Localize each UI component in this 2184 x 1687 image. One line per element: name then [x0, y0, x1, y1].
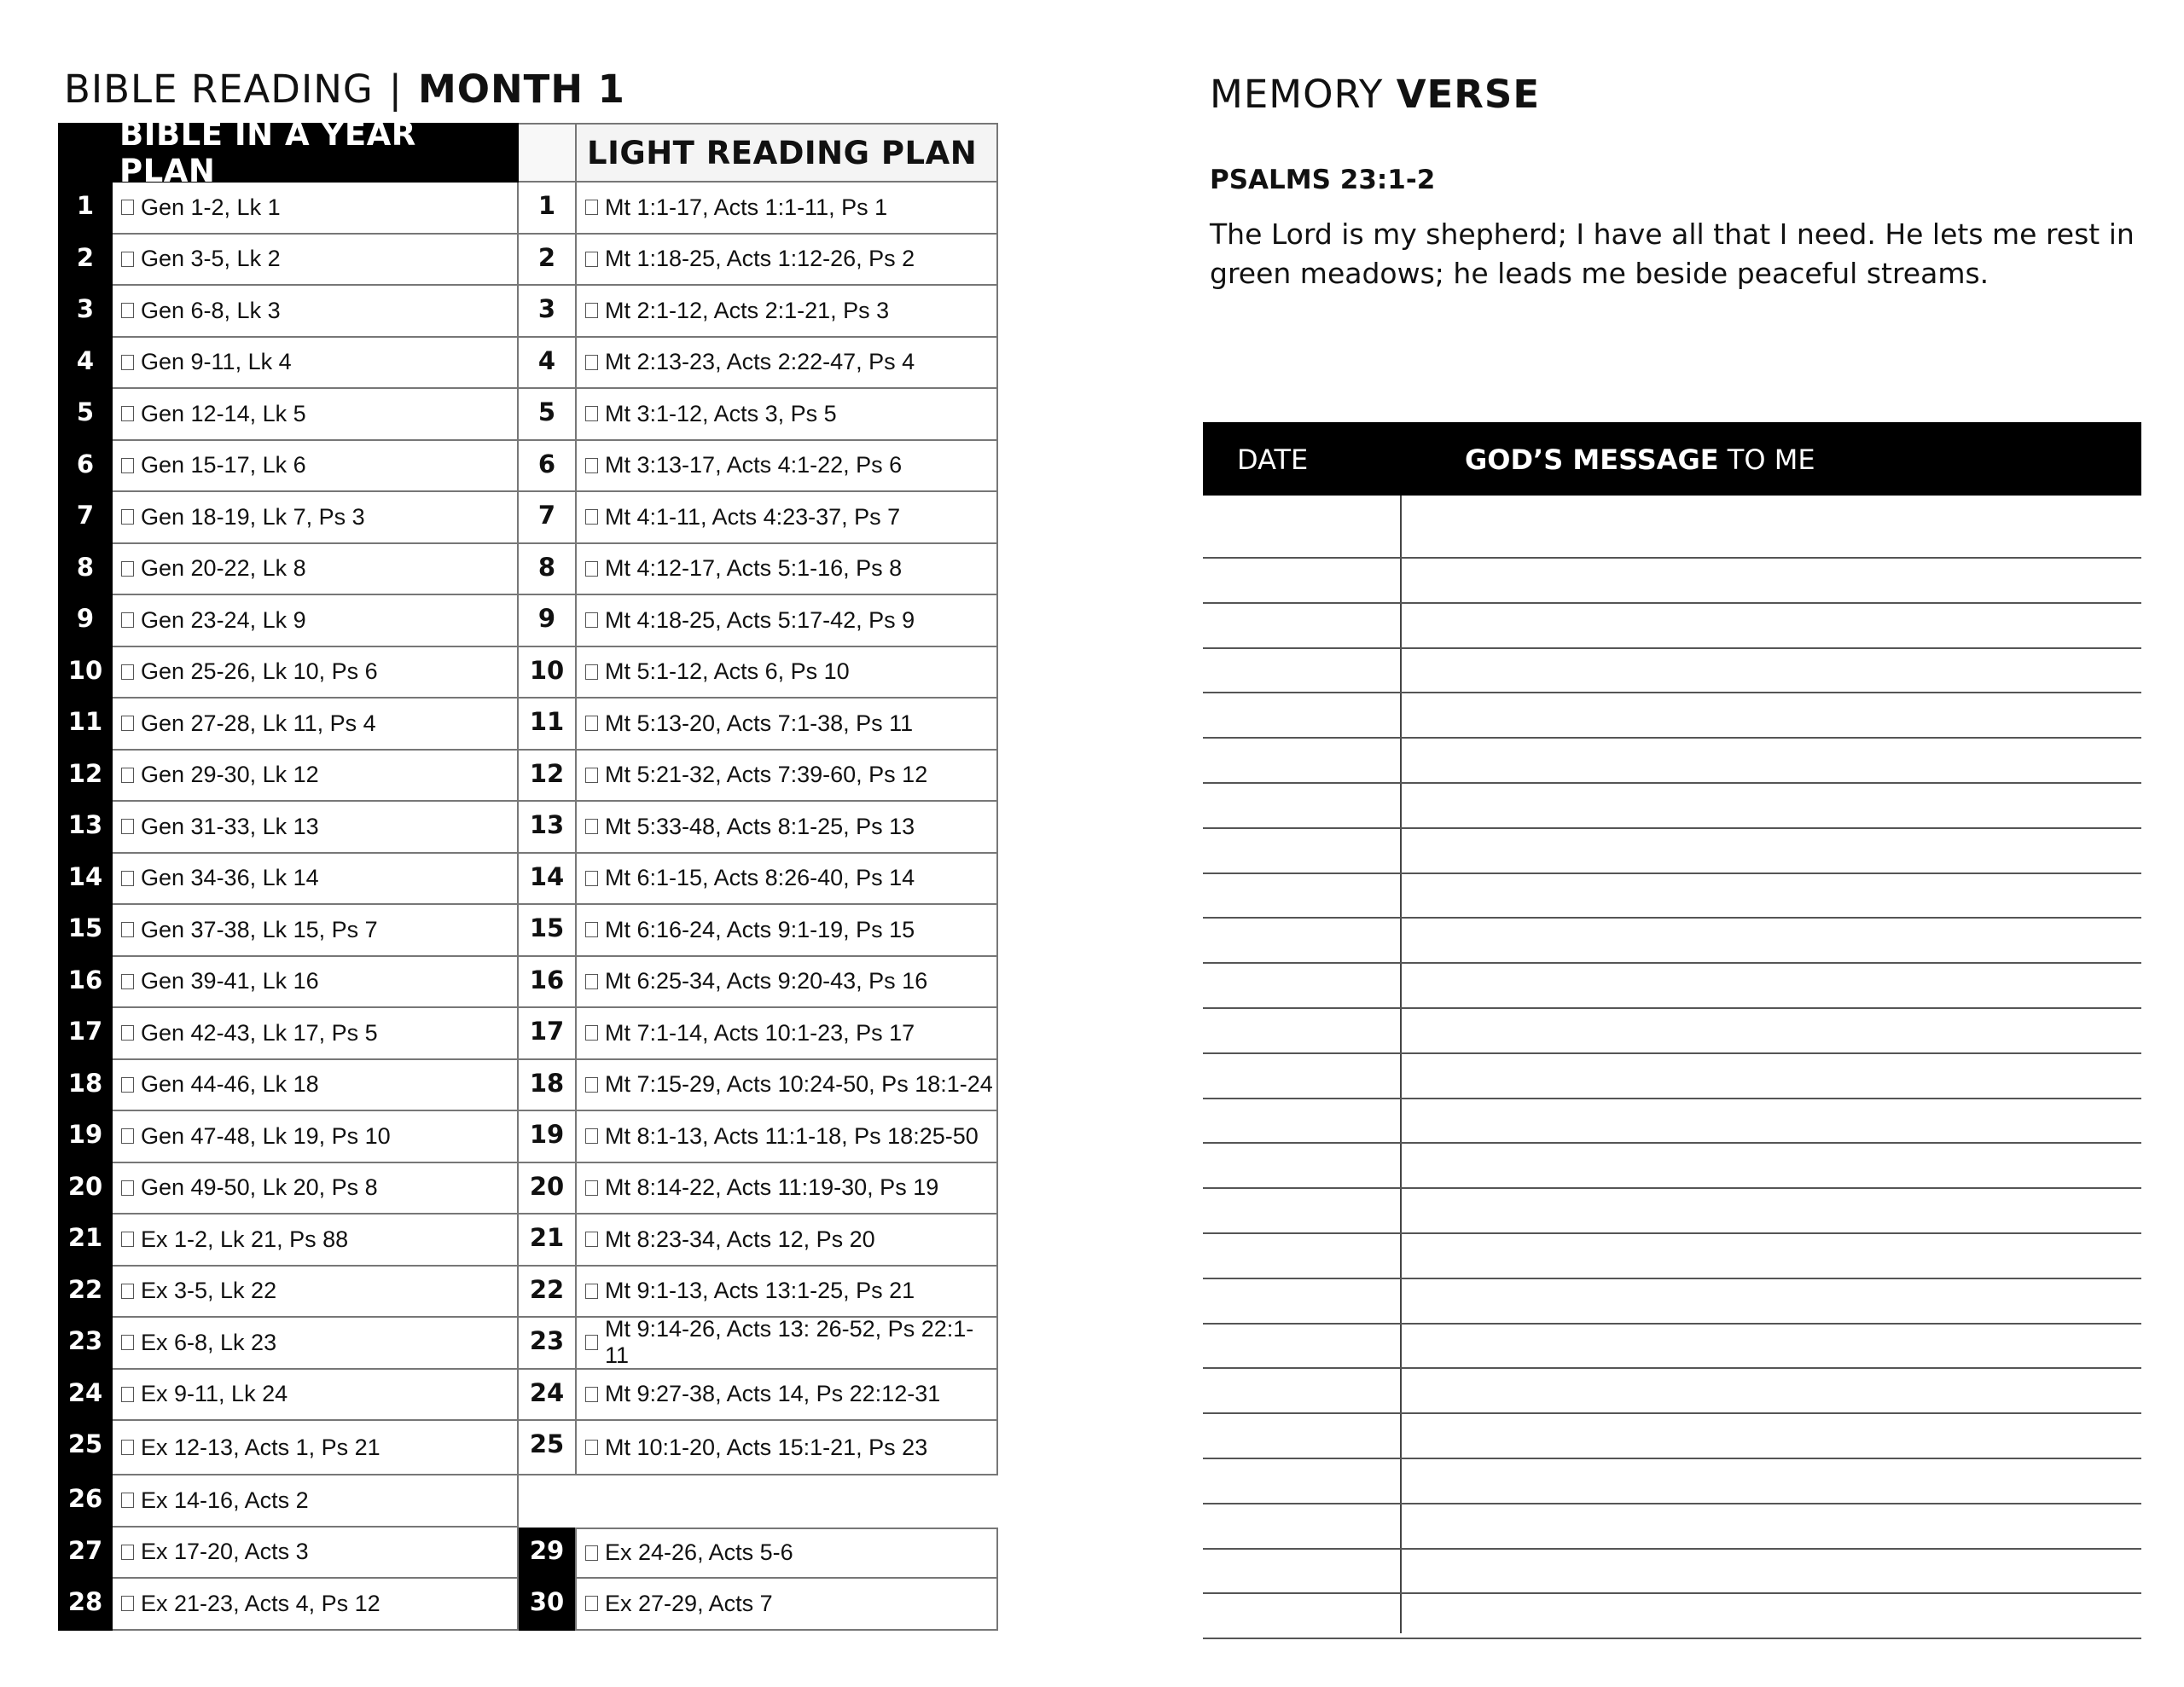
checkbox-icon[interactable] — [121, 716, 134, 731]
light-day-number: 14 — [519, 854, 575, 906]
light-plan-cell — [575, 235, 998, 287]
journal-rule-line — [1203, 1052, 2141, 1054]
checkbox-icon[interactable] — [121, 561, 134, 577]
year-plan-reading: Gen 47-48, Lk 19, Ps 10 — [141, 1122, 391, 1149]
journal-rule-line — [1203, 692, 2141, 693]
year-plan-cell — [113, 492, 519, 544]
light-day-number: 11 — [519, 699, 575, 751]
table-row — [58, 1267, 998, 1319]
journal-rule-line — [1203, 1323, 2141, 1325]
journal-date-header: DATE — [1237, 443, 1309, 476]
light-plan-reading: Mt 6:25-34, Acts 9:20-43, Ps 16 — [605, 968, 928, 994]
checkbox-icon[interactable] — [121, 252, 134, 267]
year-plan-cell — [113, 905, 519, 957]
light-day-number: 30 — [519, 1579, 575, 1631]
memory-verse-title — [1210, 72, 1540, 117]
journal-rule-line — [1203, 602, 2141, 604]
memory-title-bold: VERSE — [1396, 72, 1541, 117]
checkbox-icon[interactable] — [585, 1387, 598, 1402]
table-row — [58, 1579, 998, 1631]
light-plan-cell — [575, 286, 998, 338]
title-light: BIBLE READING — [64, 67, 374, 112]
light-day-number: 9 — [519, 595, 575, 647]
light-plan-reading: Mt 6:16-24, Acts 9:1-19, Ps 15 — [605, 916, 915, 942]
light-plan-reading: Mt 5:13-20, Acts 7:1-38, Ps 11 — [605, 710, 914, 736]
light-plan-cell — [575, 1528, 998, 1580]
checkbox-icon[interactable] — [121, 1387, 134, 1402]
year-plan-cell — [113, 1318, 519, 1370]
light-plan-reading: Mt 7:15-29, Acts 10:24-50, Ps 18:1-24 — [605, 1071, 993, 1098]
journal-message-bold: GOD’S MESSAGE — [1465, 443, 1719, 476]
year-plan-cell — [113, 1370, 519, 1422]
day-number: 20 — [67, 1171, 103, 1201]
light-plan-cell — [575, 544, 998, 596]
light-plan-reading: Mt 9:27-38, Acts 14, Ps 22:12-31 — [605, 1381, 941, 1407]
year-plan-reading: Gen 18-19, Lk 7, Ps 3 — [141, 503, 365, 530]
checkbox-icon[interactable] — [121, 1232, 134, 1247]
year-plan-reading: Gen 1-2, Lk 1 — [141, 194, 281, 220]
journal-rule-line — [1203, 872, 2141, 874]
light-plan-cell — [575, 957, 998, 1009]
checkbox-icon[interactable] — [585, 716, 598, 731]
day-number: 21 — [67, 1223, 103, 1252]
year-plan-reading: Ex 12-13, Acts 1, Ps 21 — [141, 1434, 380, 1460]
checkbox-icon[interactable] — [585, 252, 598, 267]
light-day-number: 7 — [519, 492, 575, 544]
year-plan-cell — [113, 1528, 519, 1580]
checkbox-icon[interactable] — [121, 819, 134, 834]
checkbox-icon[interactable] — [121, 1077, 134, 1093]
light-day-number: 25 — [519, 1421, 575, 1475]
light-day-number: 19 — [519, 1111, 575, 1163]
light-plan-cell — [575, 751, 998, 803]
table-row — [58, 957, 998, 1009]
light-plan-cell — [575, 1060, 998, 1112]
checkbox-icon[interactable] — [585, 406, 598, 421]
light-plan-cell — [575, 183, 998, 235]
journal-rule-line — [1203, 782, 2141, 784]
header-gap — [519, 123, 575, 183]
light-day-number: 2 — [519, 235, 575, 287]
checkbox-icon[interactable] — [585, 1025, 598, 1041]
table-row — [58, 802, 998, 854]
year-plan-cell — [113, 647, 519, 699]
table-row — [58, 1111, 998, 1163]
table-row — [58, 1163, 998, 1215]
year-plan-cell — [113, 751, 519, 803]
journal-rule-line — [1203, 647, 2141, 649]
light-day-number: 23 — [519, 1318, 575, 1370]
table-row — [58, 595, 998, 647]
light-plan-reading: Mt 2:1-12, Acts 2:1-21, Ps 3 — [605, 297, 890, 323]
light-plan-reading: Mt 3:1-12, Acts 3, Ps 5 — [605, 400, 837, 426]
table-row — [58, 1318, 998, 1370]
checkbox-icon[interactable] — [121, 509, 134, 525]
light-plan-reading: Mt 2:13-23, Acts 2:22-47, Ps 4 — [605, 349, 915, 375]
checkbox-icon[interactable] — [585, 1232, 598, 1247]
checkbox-icon[interactable] — [585, 1596, 598, 1611]
year-plan-reading: Ex 6-8, Lk 23 — [141, 1329, 277, 1355]
light-day-number: 3 — [519, 286, 575, 338]
light-plan-reading: Mt 10:1-20, Acts 15:1-21, Ps 23 — [605, 1434, 928, 1460]
year-plan-reading: Gen 42-43, Lk 17, Ps 5 — [141, 1019, 378, 1046]
checkbox-icon[interactable] — [585, 561, 598, 577]
table-row — [58, 905, 998, 957]
checkbox-icon[interactable] — [121, 1025, 134, 1041]
journal-rule-line — [1203, 1142, 2141, 1144]
year-plan-reading: Gen 34-36, Lk 14 — [141, 865, 319, 891]
year-plan-cell — [113, 1008, 519, 1060]
checkbox-icon[interactable] — [121, 1335, 134, 1350]
checkbox-icon[interactable] — [121, 664, 134, 680]
checkbox-icon[interactable] — [121, 768, 134, 783]
light-day-number: 18 — [519, 1060, 575, 1112]
year-plan-reading: Gen 25-26, Lk 10, Ps 6 — [141, 658, 378, 685]
journal-message-light: TO ME — [1727, 443, 1815, 476]
light-plan-cell — [575, 441, 998, 493]
light-plan-cell — [575, 905, 998, 957]
day-number: 14 — [67, 861, 103, 891]
journal-rule-line — [1203, 827, 2141, 829]
day-number: 15 — [67, 913, 103, 942]
light-plan-cell — [575, 1421, 998, 1475]
light-plan-reading: Mt 8:23-34, Acts 12, Ps 20 — [605, 1226, 875, 1252]
light-plan-cell — [575, 699, 998, 751]
day-number: 24 — [67, 1377, 103, 1407]
title-month: MONTH 1 — [417, 67, 625, 112]
day-number: 28 — [67, 1587, 103, 1616]
journal-header — [1203, 422, 2141, 496]
light-day-number: 13 — [519, 802, 575, 854]
year-plan-reading: Gen 27-28, Lk 11, Ps 4 — [141, 710, 376, 736]
checkbox-icon[interactable] — [585, 1077, 598, 1093]
light-plan-reading: Mt 8:14-22, Acts 11:19-30, Ps 19 — [605, 1174, 939, 1201]
day-number: 2 — [76, 242, 95, 272]
journal-rule-line — [1203, 962, 2141, 964]
light-day-number: 1 — [519, 183, 575, 235]
journal-table — [1203, 422, 2141, 1635]
checkbox-icon[interactable] — [121, 1493, 134, 1508]
day-number: 1 — [76, 191, 95, 220]
year-plan-cell — [113, 1060, 519, 1112]
light-plan-cell — [575, 595, 998, 647]
light-day-number: 17 — [519, 1008, 575, 1060]
journal-rule-line — [1203, 557, 2141, 559]
light-day-number: 16 — [519, 957, 575, 1009]
table-row — [58, 1421, 998, 1475]
day-number: 22 — [67, 1274, 103, 1304]
checkbox-icon[interactable] — [585, 768, 598, 783]
light-day-number: 24 — [519, 1370, 575, 1422]
year-plan-cell — [113, 338, 519, 390]
day-number: 27 — [67, 1535, 103, 1565]
table-row — [58, 1475, 998, 1528]
day-number: 16 — [67, 965, 103, 994]
year-plan-cell — [113, 1267, 519, 1319]
journal-rule-line — [1203, 1592, 2141, 1594]
journal-rule-line — [1203, 1638, 2141, 1639]
table-row — [58, 1060, 998, 1112]
year-plan-reading: Ex 21-23, Acts 4, Ps 12 — [141, 1590, 380, 1616]
table-row — [58, 235, 998, 287]
table-row — [58, 492, 998, 544]
year-plan-reading: Gen 44-46, Lk 18 — [141, 1071, 319, 1098]
journal-rule-line — [1203, 1187, 2141, 1189]
year-plan-reading: Gen 23-24, Lk 9 — [141, 606, 306, 633]
light-plan-cell — [575, 492, 998, 544]
year-plan-reading: Gen 37-38, Lk 15, Ps 7 — [141, 916, 378, 942]
year-plan-cell — [113, 286, 519, 338]
checkbox-icon[interactable] — [121, 355, 134, 370]
year-plan-cell — [113, 389, 519, 441]
year-plan-cell — [113, 1579, 519, 1631]
journal-rule-line — [1203, 1412, 2141, 1414]
checkbox-icon[interactable] — [121, 612, 134, 628]
table-row — [58, 699, 998, 751]
checkbox-icon[interactable] — [121, 200, 134, 215]
year-plan-reading: Gen 20-22, Lk 8 — [141, 555, 306, 582]
journal-rule-line — [1203, 1007, 2141, 1009]
journal-message-header — [1465, 443, 1815, 476]
day-number: 12 — [67, 758, 103, 788]
table-row — [58, 854, 998, 906]
day-number: 19 — [67, 1120, 103, 1149]
checkbox-icon[interactable] — [121, 922, 134, 937]
light-plan-cell — [575, 1008, 998, 1060]
checkbox-icon[interactable] — [585, 1545, 598, 1561]
light-plan-cell — [575, 1318, 998, 1370]
light-day-number: 20 — [519, 1163, 575, 1215]
checkbox-icon[interactable] — [585, 922, 598, 937]
light-plan-reading: Mt 4:12-17, Acts 5:1-16, Ps 8 — [605, 555, 903, 582]
light-plan-reading: Mt 5:1-12, Acts 6, Ps 10 — [605, 658, 850, 685]
year-plan-reading: Ex 17-20, Acts 3 — [141, 1539, 309, 1565]
year-plan-reading: Ex 9-11, Lk 24 — [141, 1381, 288, 1407]
day-number: 23 — [67, 1326, 103, 1355]
table-row — [58, 647, 998, 699]
checkbox-icon[interactable] — [585, 1440, 598, 1455]
title-separator: | — [388, 67, 403, 112]
checkbox-icon[interactable] — [121, 1284, 134, 1299]
light-plan-reading: Mt 4:18-25, Acts 5:17-42, Ps 9 — [605, 606, 915, 633]
checkbox-icon[interactable] — [585, 303, 598, 318]
year-plan-cell — [113, 544, 519, 596]
light-day-number: 15 — [519, 905, 575, 957]
checkbox-icon[interactable] — [121, 1128, 134, 1144]
day-number: 25 — [67, 1429, 103, 1458]
year-plan-reading: Ex 14-16, Acts 2 — [141, 1487, 309, 1513]
light-day-number: 21 — [519, 1215, 575, 1267]
verse-text: The Lord is my shepherd; I have all that I need. He lets me rest in green meadows; he leads me beside peaceful streams. — [1210, 217, 2135, 290]
year-plan-cell — [113, 235, 519, 287]
light-day-number: 10 — [519, 647, 575, 699]
checkbox-icon[interactable] — [121, 1180, 134, 1196]
light-plan-cell — [575, 854, 998, 906]
year-plan-reading: Ex 1-2, Lk 21, Ps 88 — [141, 1226, 349, 1252]
year-plan-cell — [113, 441, 519, 493]
checkbox-icon[interactable] — [585, 200, 598, 215]
year-plan-cell — [113, 595, 519, 647]
table-row — [58, 544, 998, 596]
light-plan-reading: Mt 5:33-48, Acts 8:1-25, Ps 13 — [605, 813, 915, 839]
year-plan-cell — [113, 957, 519, 1009]
year-plan-reading: Gen 31-33, Lk 13 — [141, 813, 319, 839]
checkbox-icon[interactable] — [121, 1596, 134, 1611]
table-row — [58, 441, 998, 493]
day-number: 13 — [67, 810, 103, 839]
journal-rule-line — [1203, 1232, 2141, 1234]
year-plan-cell — [113, 1421, 519, 1475]
light-day-number: 22 — [519, 1267, 575, 1319]
page-title — [64, 67, 625, 112]
year-plan-cell — [113, 183, 519, 235]
checkbox-icon[interactable] — [585, 871, 598, 886]
journal-rule-line — [1203, 917, 2141, 919]
light-plan-reading: Mt 5:21-32, Acts 7:39-60, Ps 12 — [605, 762, 928, 788]
light-day-number: 29 — [519, 1528, 575, 1580]
journal-divider — [1400, 496, 1402, 1633]
memory-title-light: MEMORY — [1210, 72, 1384, 117]
light-plan-cell — [575, 647, 998, 699]
journal-rule-line — [1203, 737, 2141, 739]
day-number: 11 — [67, 707, 103, 736]
checkbox-icon[interactable] — [121, 458, 134, 473]
verse-reference: PSALMS 23:1-2 — [1210, 165, 1436, 195]
year-plan-reading: Gen 9-11, Lk 4 — [141, 349, 292, 375]
year-plan-reading: Ex 3-5, Lk 22 — [141, 1278, 277, 1304]
checkbox-icon[interactable] — [585, 509, 598, 525]
checkbox-icon[interactable] — [585, 664, 598, 680]
day-number: 5 — [76, 397, 95, 426]
day-number: 18 — [67, 1068, 103, 1098]
year-plan-reading: Gen 12-14, Lk 5 — [141, 400, 306, 426]
light-day-number: 4 — [519, 338, 575, 390]
table-row — [58, 1215, 998, 1267]
table-row — [58, 338, 998, 390]
day-number: 10 — [67, 655, 103, 685]
table-row — [58, 1528, 998, 1580]
light-plan-cell — [575, 389, 998, 441]
year-plan-cell — [113, 1163, 519, 1215]
light-plan-cell — [575, 802, 998, 854]
journal-rule-line — [1203, 1098, 2141, 1099]
light-day-number: 8 — [519, 544, 575, 596]
checkbox-icon[interactable] — [585, 819, 598, 834]
light-day-number: 12 — [519, 751, 575, 803]
light-plan-cell — [575, 1111, 998, 1163]
checkbox-icon[interactable] — [121, 303, 134, 318]
light-plan-reading: Mt 9:1-13, Acts 13:1-25, Ps 21 — [605, 1278, 915, 1304]
light-plan-reading: Ex 24-26, Acts 5-6 — [605, 1539, 793, 1566]
light-plan-reading: Mt 8:1-13, Acts 11:1-18, Ps 18:25-50 — [605, 1122, 979, 1149]
day-number: 3 — [76, 294, 95, 323]
table-row — [58, 389, 998, 441]
day-number: 17 — [67, 1017, 103, 1046]
year-plan-cell — [113, 699, 519, 751]
table-row — [58, 286, 998, 338]
light-plan-cell — [575, 1267, 998, 1319]
checkbox-icon[interactable] — [585, 1128, 598, 1144]
checkbox-icon[interactable] — [585, 612, 598, 628]
day-number: 9 — [76, 604, 95, 633]
journal-rule-line — [1203, 1548, 2141, 1550]
checkbox-icon[interactable] — [121, 1545, 134, 1560]
checkbox-icon[interactable] — [585, 458, 598, 473]
journal-rule-line — [1203, 1367, 2141, 1369]
year-plan-reading: Gen 3-5, Lk 2 — [141, 246, 281, 272]
header-light-plan: LIGHT READING PLAN — [575, 123, 998, 183]
light-plan-cell — [575, 1215, 998, 1267]
table-row — [58, 1370, 998, 1422]
reading-plan-table — [58, 116, 998, 1631]
table-row — [58, 1008, 998, 1060]
checkbox-icon[interactable] — [121, 1440, 134, 1455]
checkbox-icon[interactable] — [121, 871, 134, 886]
checkbox-icon[interactable] — [585, 1335, 598, 1350]
journal-rule-line — [1203, 1278, 2141, 1279]
light-plan-reading: Mt 9:14-26, Acts 13: 26-52, Ps 22:1-11 — [605, 1316, 974, 1369]
year-plan-reading: Gen 6-8, Lk 3 — [141, 297, 281, 323]
light-day-number: 5 — [519, 389, 575, 441]
checkbox-icon[interactable] — [585, 1180, 598, 1196]
day-number: 26 — [67, 1484, 103, 1513]
day-number: 6 — [76, 449, 95, 478]
light-plan-reading: Mt 4:1-11, Acts 4:23-37, Ps 7 — [605, 503, 901, 530]
year-plan-cell — [113, 1111, 519, 1163]
year-plan-reading: Gen 49-50, Lk 20, Ps 8 — [141, 1174, 378, 1201]
light-plan-cell — [575, 1370, 998, 1422]
header-year-plan: BIBLE IN A YEAR PLAN — [58, 123, 519, 183]
checkbox-icon[interactable] — [121, 974, 134, 989]
light-day-number: 6 — [519, 441, 575, 493]
light-plan-cell — [575, 1579, 998, 1631]
light-plan-reading: Mt 1:18-25, Acts 1:12-26, Ps 2 — [605, 246, 915, 272]
year-plan-cell — [113, 1215, 519, 1267]
year-plan-cell — [113, 1475, 519, 1528]
light-plan-reading: Mt 1:1-17, Acts 1:1-11, Ps 1 — [605, 194, 888, 220]
table-row — [58, 751, 998, 803]
light-plan-reading: Ex 27-29, Acts 7 — [605, 1590, 773, 1616]
checkbox-icon[interactable] — [585, 974, 598, 989]
checkbox-icon[interactable] — [585, 355, 598, 370]
year-plan-reading: Gen 29-30, Lk 12 — [141, 762, 319, 788]
table-row — [58, 183, 998, 235]
day-number: 4 — [76, 345, 95, 375]
light-plan-cell — [575, 338, 998, 390]
year-plan-cell — [113, 802, 519, 854]
year-plan-cell — [113, 854, 519, 906]
light-plan-reading: Mt 7:1-14, Acts 10:1-23, Ps 17 — [605, 1019, 915, 1046]
journal-rule-line — [1203, 1458, 2141, 1459]
light-plan-cell — [575, 1163, 998, 1215]
checkbox-icon[interactable] — [121, 406, 134, 421]
year-plan-reading: Gen 15-17, Lk 6 — [141, 452, 306, 478]
light-plan-reading: Mt 3:13-17, Acts 4:1-22, Ps 6 — [605, 452, 903, 478]
checkbox-icon[interactable] — [585, 1284, 598, 1299]
light-plan-reading: Mt 6:1-15, Acts 8:26-40, Ps 14 — [605, 865, 915, 891]
day-number: 7 — [76, 501, 95, 530]
day-number: 8 — [76, 552, 95, 582]
year-plan-reading: Gen 39-41, Lk 16 — [141, 968, 319, 994]
journal-rule-line — [1203, 1503, 2141, 1504]
